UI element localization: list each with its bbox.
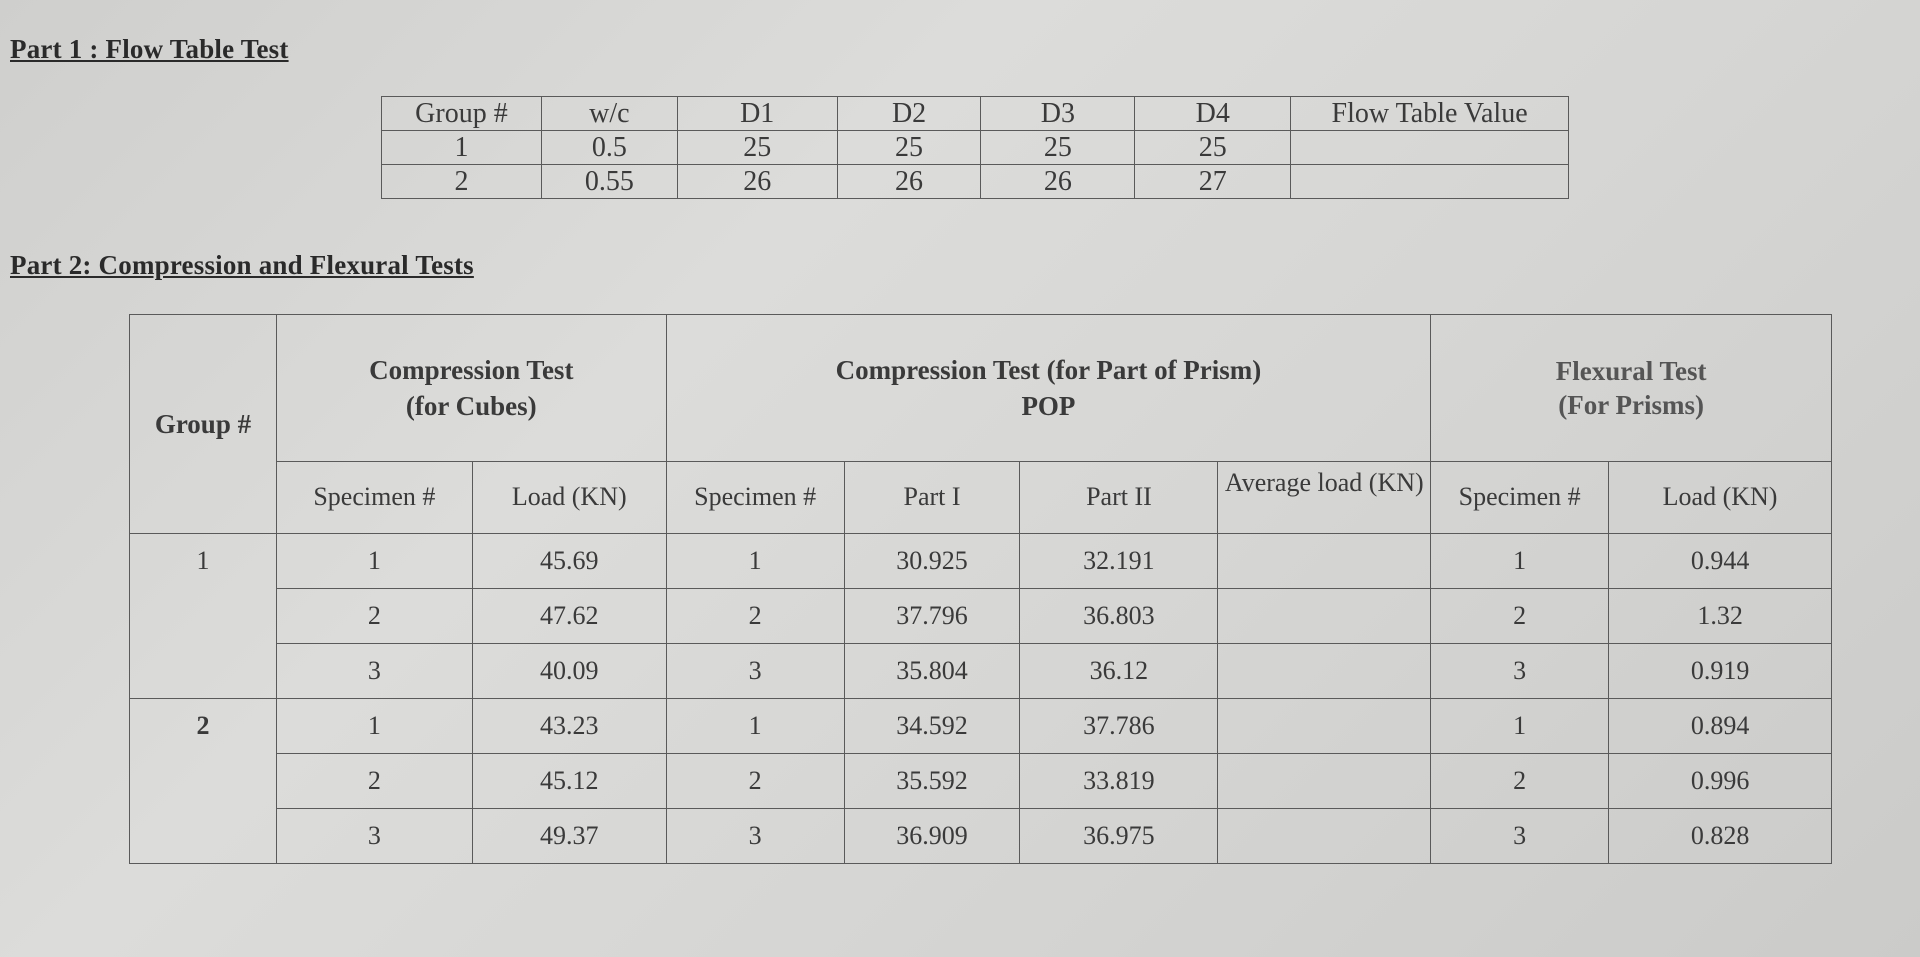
sub-header-cell: Average load (KN): [1218, 461, 1431, 533]
group-header-cell: [130, 315, 277, 534]
table-cell: 43.23: [472, 699, 666, 754]
flow-table-row: [382, 165, 1569, 199]
sub-header-cell: Part II: [1020, 461, 1218, 533]
flow-header-cell: Group #: [382, 97, 542, 131]
flow-cell: [1291, 131, 1569, 165]
table-cell: 2: [666, 589, 844, 644]
table-cell: [1218, 589, 1431, 644]
cube-test-subtitle: (for Cubes): [405, 390, 537, 421]
flow-header-cell: Flow Table Value: [1291, 97, 1569, 131]
flow-cell: [1291, 165, 1569, 199]
flow-cell: 0.55: [541, 165, 677, 199]
table-cell: 37.786: [1020, 699, 1218, 754]
sub-header-cell: Specimen #: [666, 461, 844, 533]
flow-table: [381, 96, 1569, 199]
table-row: [130, 534, 1832, 589]
table-cell: 3: [666, 644, 844, 699]
table-cell: [1218, 644, 1431, 699]
table-cell: 34.592: [844, 699, 1020, 754]
prism-part-test-subtitle: POP: [1021, 390, 1076, 421]
table-cell: 3: [666, 809, 844, 864]
table-sub-header-row: [130, 461, 1832, 533]
table-cell: 0.996: [1609, 754, 1832, 809]
table-cell: 2: [276, 754, 472, 809]
flexural-test-header: [1431, 315, 1832, 462]
sub-header-cell: Load (KN): [1609, 461, 1832, 533]
table-cell: 36.909: [844, 809, 1020, 864]
compression-flexural-table: [129, 314, 1832, 864]
sub-header-cell: Specimen #: [1431, 461, 1609, 533]
table-cell: 45.12: [472, 754, 666, 809]
flow-header-cell: D3: [981, 97, 1135, 131]
prism-part-test-header: [666, 315, 1431, 462]
group-cell: 1: [130, 534, 277, 699]
table-cell: 0.944: [1609, 534, 1832, 589]
cube-test-header: [276, 315, 666, 462]
flexural-test-subtitle: (For Prisms): [1558, 389, 1704, 420]
table-cell: 37.796: [844, 589, 1020, 644]
table-cell: 40.09: [472, 644, 666, 699]
table-cell: 1: [1431, 534, 1609, 589]
table-cell: 2: [666, 754, 844, 809]
flow-cell: 26: [837, 165, 981, 199]
flow-header-cell: w/c: [541, 97, 677, 131]
table-row: [130, 809, 1832, 864]
table-cell: 3: [276, 644, 472, 699]
cube-test-title: Compression Test: [369, 354, 574, 385]
flow-cell: 0.5: [541, 131, 677, 165]
table-row: [130, 699, 1832, 754]
table-cell: 2: [276, 589, 472, 644]
table-cell: 1: [1431, 699, 1609, 754]
table-cell: [1218, 809, 1431, 864]
table-row: [130, 644, 1832, 699]
table-cell: 35.804: [844, 644, 1020, 699]
flow-cell: 1: [382, 131, 542, 165]
flow-cell: 26: [981, 165, 1135, 199]
table-cell: 1: [666, 699, 844, 754]
table-cell: 45.69: [472, 534, 666, 589]
flow-cell: 25: [981, 131, 1135, 165]
table-cell: 3: [1431, 644, 1609, 699]
flow-header-cell: D4: [1135, 97, 1291, 131]
table-cell: 0.894: [1609, 699, 1832, 754]
flow-cell: 2: [382, 165, 542, 199]
table-cell: [1218, 754, 1431, 809]
group-header: Group #: [154, 409, 252, 439]
sub-header-cell: Load (KN): [472, 461, 666, 533]
table-row: [130, 589, 1832, 644]
flow-table-header-row: [382, 97, 1569, 131]
table-cell: 0.919: [1609, 644, 1832, 699]
table-cell: [1218, 534, 1431, 589]
flow-cell: 25: [677, 131, 837, 165]
table-cell: 2: [1431, 754, 1609, 809]
table-cell: 36.975: [1020, 809, 1218, 864]
table-cell: 0.828: [1609, 809, 1832, 864]
part2-heading: Part 2: Compression and Flexural Tests: [10, 250, 474, 280]
flow-cell: 27: [1135, 165, 1291, 199]
table-cell: [1218, 699, 1431, 754]
table-cell: 33.819: [1020, 754, 1218, 809]
table-cell: 30.925: [844, 534, 1020, 589]
flow-cell: 25: [1135, 131, 1291, 165]
part1-heading: Part 1 : Flow Table Test: [10, 34, 289, 64]
table-cell: 47.62: [472, 589, 666, 644]
flexural-test-title: Flexural Test: [1555, 355, 1707, 386]
table-cell: 1.32: [1609, 589, 1832, 644]
table-cell: 1: [666, 534, 844, 589]
table-cell: 36.803: [1020, 589, 1218, 644]
table-cell: 2: [1431, 589, 1609, 644]
table-cell: 49.37: [472, 809, 666, 864]
group-cell: 2: [130, 699, 277, 864]
table-cell: 3: [1431, 809, 1609, 864]
sub-header-cell: Part I: [844, 461, 1020, 533]
table-row: [130, 754, 1832, 809]
table-cell: 3: [276, 809, 472, 864]
table-cell: 1: [276, 534, 472, 589]
sub-header-cell: Specimen #: [276, 461, 472, 533]
flow-header-cell: D1: [677, 97, 837, 131]
flow-header-cell: D2: [837, 97, 981, 131]
flow-cell: 26: [677, 165, 837, 199]
table-cell: 36.12: [1020, 644, 1218, 699]
flow-cell: 25: [837, 131, 981, 165]
prism-part-test-title: Compression Test (for Part of Prism): [835, 354, 1262, 385]
table-cell: 32.191: [1020, 534, 1218, 589]
table-cell: 1: [276, 699, 472, 754]
table-cell: 35.592: [844, 754, 1020, 809]
table-group-header-row: [130, 315, 1832, 462]
flow-table-row: [382, 131, 1569, 165]
